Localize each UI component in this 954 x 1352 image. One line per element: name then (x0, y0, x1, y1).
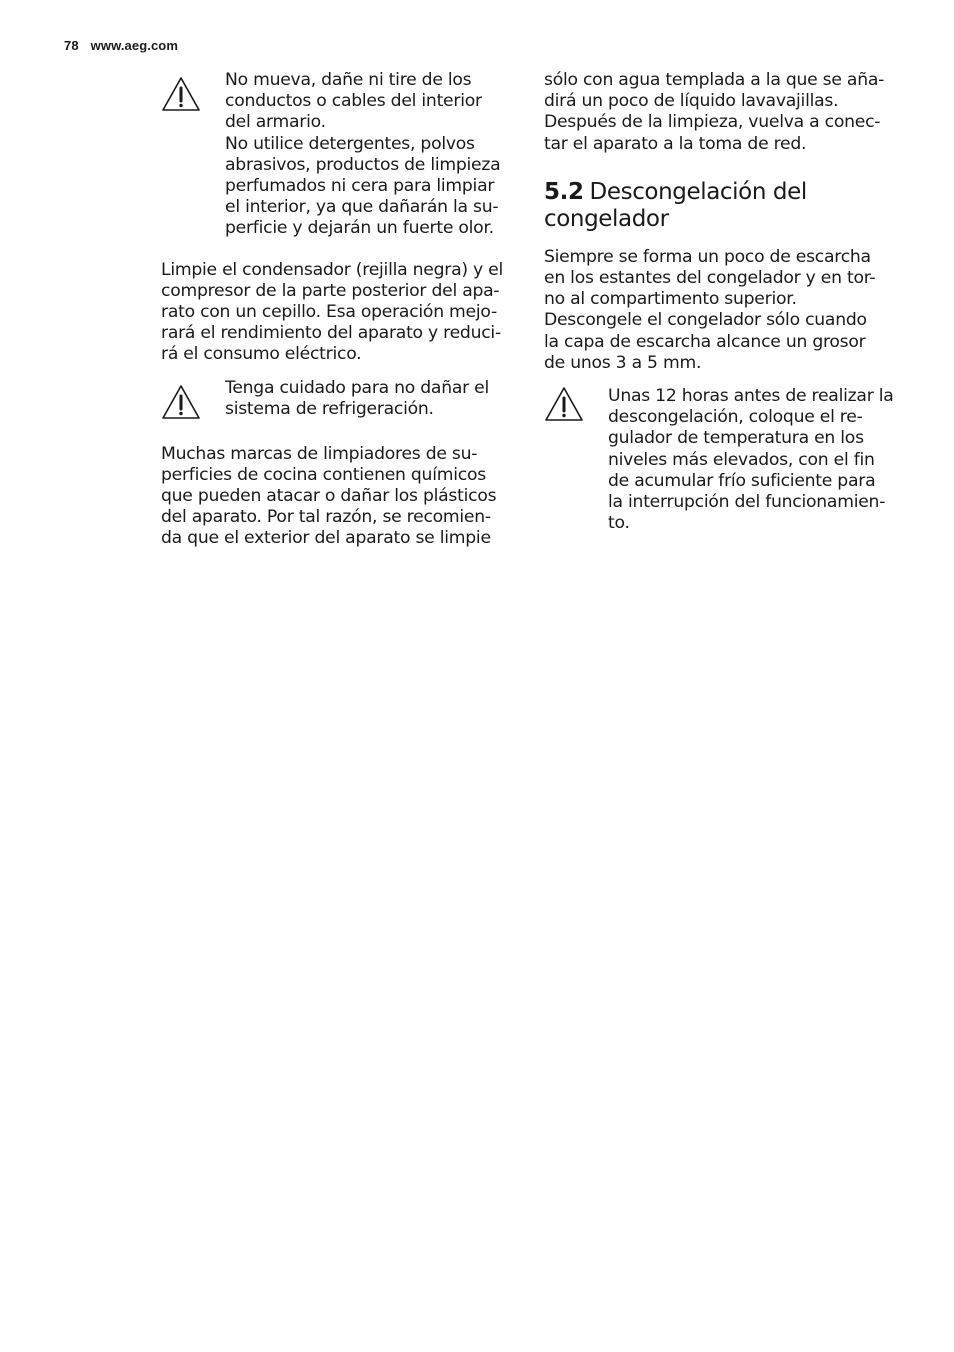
warning-block (161, 70, 513, 240)
warning-triangle-icon (161, 76, 201, 116)
website-url: www.aeg.com (90, 38, 178, 53)
paragraph: sólo con agua templada a la que se aña- dirá un poco de líquido lavavajillas. Después de la limpieza, vuelva a conec- tar el aparato a la toma de red. (544, 70, 885, 154)
paragraph: Siempre se forma un poco de escarcha en los estantes del congelador y en tor- no al compartimento superior. Descongele el congelador sólo cuando la capa de escarcha alcance un grosor de unos 3 a 5 mm. (544, 246, 876, 373)
warning-block (161, 378, 513, 424)
paragraph: Limpie el condensador (rejilla negra) y el compresor de la parte posterior del apa- rato con un cepillo. Esa operación mejo- rará el rendimiento del aparato y reduci- rá el consumo eléctrico. (161, 259, 504, 365)
page-header (64, 38, 178, 53)
warning-text: No mueva, dañe ni tire de los conductos o cables del interior del armario. No utilice detergentes, polvos abrasivos, productos de limpieza perfumados ni cera para limpiar el interior, ya que dañarán la su- perficie y dejarán un fuerte olor. (225, 70, 501, 239)
left-column (161, 70, 513, 550)
section-number: 5.2 (544, 178, 584, 205)
warning-triangle-icon (161, 384, 201, 424)
paragraph: Muchas marcas de limpiadores de su- perficies de cocina contienen químicos que pueden atacar o dañar los plásticos del aparato. Por tal razón, se recomien- da que el exterior del aparato se limpie (161, 443, 497, 549)
warning-text: Tenga cuidado para no dañar el sistema de refrigeración. (225, 377, 490, 419)
warning-text: Unas 12 horas antes de realizar la descongelación, coloque el re- gulador de temperatura en los niveles más elevados, con el fin de acumular frío suficiente para la interrupción del funcionamien- to. (608, 386, 894, 534)
section-title: Descongelación del congelador (544, 178, 807, 232)
section-heading (544, 179, 896, 233)
page-number: 78 (64, 38, 79, 53)
right-column (544, 70, 896, 534)
warning-block (544, 386, 896, 534)
warning-triangle-icon (544, 386, 584, 426)
